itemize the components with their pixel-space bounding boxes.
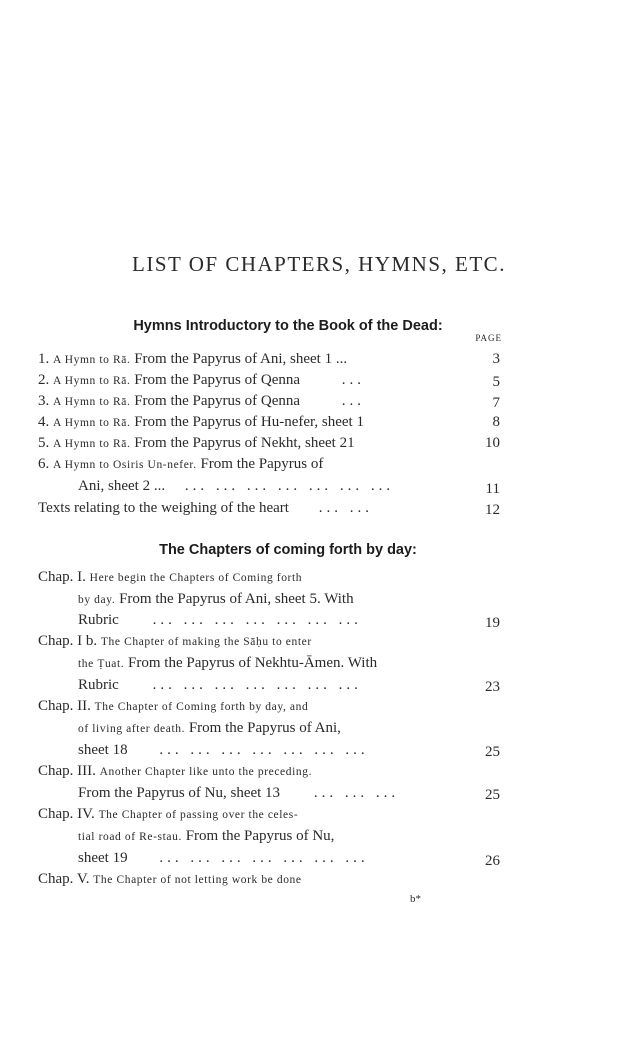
entry-title: the Ṭuat.	[78, 658, 125, 670]
entry-text: From the Papyrus of Nekhtu-Āmen. With	[128, 655, 378, 671]
chapter-label: Chap. V.	[38, 871, 90, 887]
toc-entry-weighing	[38, 499, 373, 517]
toc-entry-chapter-4	[38, 805, 298, 824]
entry-title: A Hymn to Rā.	[53, 354, 131, 366]
toc-entry-chapter-1-cont	[78, 590, 354, 609]
entry-text: Texts relating to the weighing of the heart	[38, 500, 289, 516]
entry-title: The Chapter of Coming forth by day, and	[94, 701, 309, 713]
entry-title: The Chapter of not letting work be done	[93, 874, 302, 886]
entry-text: From the Papyrus of Ani, sheet 1	[134, 351, 333, 367]
entry-title: The Chapter of passing over the celes-	[98, 809, 299, 821]
chapter-label: Chap. I.	[38, 569, 86, 585]
entry-title: by day.	[78, 594, 116, 606]
toc-entry-chapter-4-sheet	[78, 849, 369, 867]
entry-text: sheet 18	[78, 742, 128, 758]
dot-leader: ... ... ... ... ... ... ...	[159, 742, 369, 758]
entry-title: A Hymn to Rā.	[53, 396, 131, 408]
page-title: LIST OF CHAPTERS, HYMNS, ETC.	[132, 252, 506, 276]
entry-text: Ani, sheet 2 ...	[78, 478, 166, 494]
toc-entry-chapter-1b-rubric	[78, 676, 362, 694]
toc-entry-chapter-2-cont	[78, 719, 341, 738]
entry-title: The Chapter of making the Sāḥu to enter	[100, 636, 312, 648]
entry-number: 1.	[38, 351, 50, 367]
page-number: 26	[485, 853, 500, 869]
page-number: 19	[485, 615, 500, 631]
toc-entry-chapter-2	[38, 697, 308, 716]
chapters-heading: The Chapters of coming forth by day:	[159, 542, 417, 558]
entry-number: 2.	[38, 372, 50, 388]
toc-entry-hymn-4	[38, 413, 364, 432]
page-number: 7	[492, 395, 500, 411]
page-number: 5	[492, 374, 500, 390]
entry-text: Rubric	[78, 677, 119, 693]
toc-entry-hymn-1	[38, 350, 347, 369]
page-column-label: PAGE	[475, 333, 502, 343]
page-number: 12	[485, 502, 500, 518]
entry-text: From the Papyrus of Nekht, sheet 21	[134, 435, 355, 451]
toc-entry-chapter-1	[38, 568, 302, 587]
hymns-heading: Hymns Introductory to the Book of the Dead:	[133, 318, 443, 334]
toc-entry-hymn-6-cont	[78, 477, 394, 495]
toc-entry-chapter-1b-cont	[78, 654, 377, 673]
entry-title: A Hymn to Osiris Un-nefer.	[53, 459, 197, 471]
toc-entry-chapter-1b	[38, 632, 312, 651]
chapter-label: Chap. III.	[38, 763, 96, 779]
toc-entry-hymn-3	[38, 392, 365, 411]
entry-title: of living after death.	[78, 723, 186, 735]
page-number: 10	[485, 435, 500, 451]
toc-entry-chapter-3	[38, 762, 312, 781]
dot-leader: ...	[335, 351, 348, 367]
entry-number: 6.	[38, 456, 50, 472]
toc-entry-chapter-1-rubric	[78, 611, 362, 629]
entry-text: From the Papyrus of Hu-nefer, sheet 1	[134, 414, 364, 430]
entry-text: sheet 19	[78, 850, 128, 866]
entry-text: From the Papyrus of Nu,	[185, 828, 335, 844]
toc-entry-chapter-5	[38, 870, 302, 889]
page-number: 11	[485, 481, 500, 497]
entry-text: From the Papyrus of	[200, 456, 324, 472]
toc-entry-hymn-5	[38, 434, 355, 453]
dot-leader: ... ... ...	[313, 785, 400, 801]
page-number: 25	[485, 787, 500, 803]
signature-mark: b*	[410, 893, 421, 905]
page-number: 23	[485, 679, 500, 695]
entry-text: Rubric	[78, 612, 119, 628]
dot-leader: ...	[341, 393, 366, 409]
page-number: 25	[485, 744, 500, 760]
dot-leader: ... ...	[318, 500, 373, 516]
toc-entry-hymn-2	[38, 371, 365, 390]
entry-text: From the Papyrus of Qenna	[134, 372, 301, 388]
entry-number: 3.	[38, 393, 50, 409]
dot-leader: ... ... ... ... ... ... ...	[152, 677, 362, 693]
entry-text: From the Papyrus of Ani,	[188, 720, 341, 736]
dot-leader: ... ... ... ... ... ... ...	[159, 850, 369, 866]
entry-title: A Hymn to Rā.	[53, 375, 131, 387]
entry-text: From the Papyrus of Qenna	[134, 393, 301, 409]
entry-text: From the Papyrus of Nu, sheet 13	[78, 785, 281, 801]
entry-title: A Hymn to Rā.	[53, 438, 131, 450]
entry-title: Another Chapter like unto the preceding.	[99, 766, 313, 778]
toc-entry-chapter-4-cont	[78, 827, 334, 846]
toc-entry-chapter-3-cont	[78, 784, 399, 802]
entry-text: From the Papyrus of Ani, sheet 5. With	[119, 591, 354, 607]
entry-title: A Hymn to Rā.	[53, 417, 131, 429]
page-number: 3	[492, 351, 500, 367]
chapter-label: Chap. IV.	[38, 806, 95, 822]
dot-leader: ... ... ... ... ... ... ...	[152, 612, 362, 628]
page-number: 8	[492, 414, 500, 430]
chapter-label: Chap. II.	[38, 698, 91, 714]
entry-number: 4.	[38, 414, 50, 430]
dot-leader: ...	[341, 372, 366, 388]
entry-title: Here begin the Chapters of Coming forth	[89, 572, 303, 584]
chapter-label: Chap. I b.	[38, 633, 98, 649]
entry-title: tial road of Re-stau.	[78, 831, 182, 843]
toc-entry-hymn-6	[38, 455, 323, 474]
dot-leader: ... ... ... ... ... ... ...	[184, 478, 395, 494]
toc-entry-chapter-2-sheet	[78, 741, 369, 759]
entry-number: 5.	[38, 435, 50, 451]
